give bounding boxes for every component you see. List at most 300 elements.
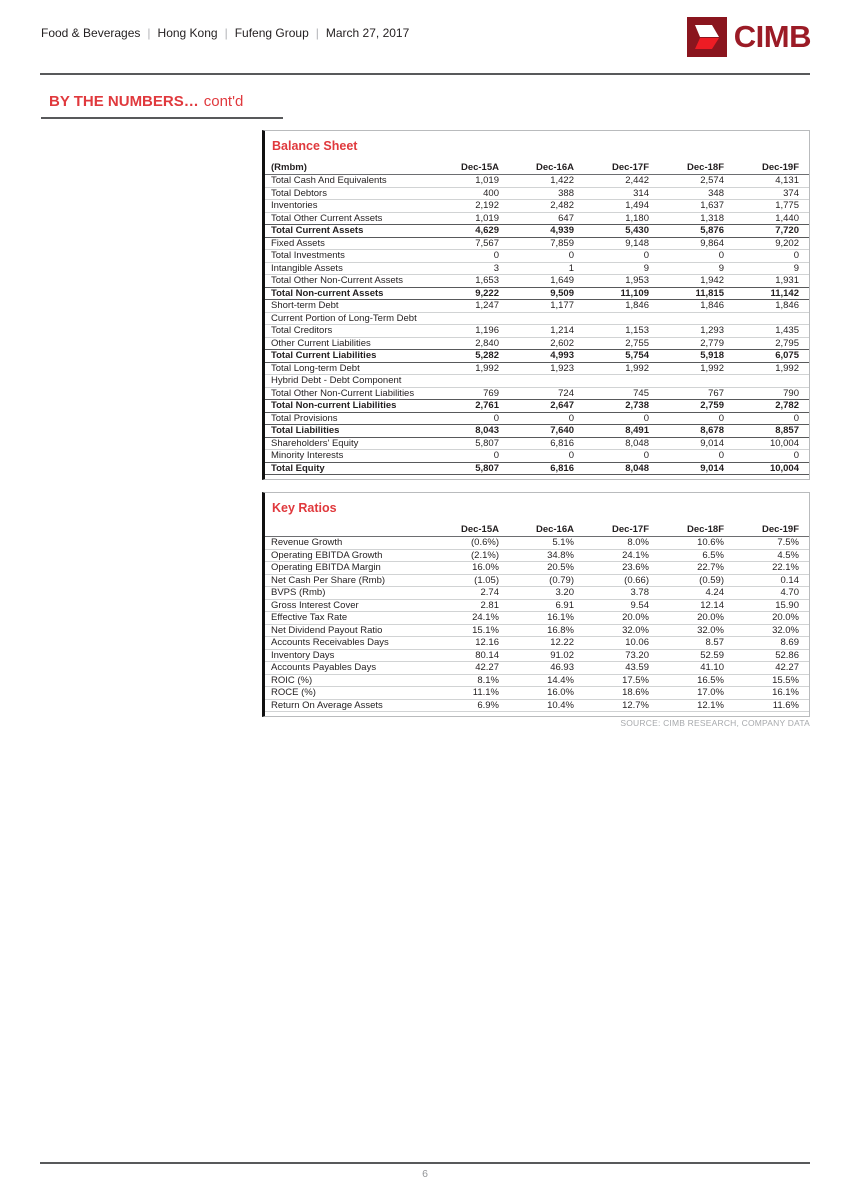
column-header: Dec-19F — [734, 161, 809, 175]
section-title-main: BY THE NUMBERS… — [49, 93, 199, 110]
cell-value: (1.05) — [434, 575, 509, 588]
cell-value: 0 — [734, 250, 809, 263]
cell-value: 16.1% — [509, 612, 584, 625]
table-row — [265, 188, 809, 201]
table-row — [265, 662, 809, 675]
cell-value: 0 — [659, 250, 734, 263]
unit-label: (Rmbm) — [265, 161, 434, 175]
cell-value: 2,574 — [659, 175, 734, 188]
cell-value: (0.6%) — [434, 537, 509, 550]
table-row — [265, 338, 809, 351]
cell-value: (0.66) — [584, 575, 659, 588]
cell-value: 6,075 — [734, 350, 809, 363]
breadcrumb-item-region: Hong Kong — [157, 26, 218, 40]
cell-value: 24.1% — [584, 550, 659, 563]
table-row — [265, 363, 809, 376]
cell-value: 2,647 — [509, 400, 584, 413]
cell-value: 2,755 — [584, 338, 659, 351]
row-label: Revenue Growth — [265, 537, 434, 550]
table-row — [265, 675, 809, 688]
cell-value: 12.22 — [509, 637, 584, 650]
row-label: Total Investments — [265, 250, 434, 263]
cell-value: 0 — [434, 250, 509, 263]
balance_sheet-grid — [265, 161, 809, 475]
cell-value: 1,942 — [659, 275, 734, 288]
breadcrumb — [41, 26, 409, 40]
column-header: Dec-16A — [509, 161, 584, 175]
row-label: Total Cash And Equivalents — [265, 175, 434, 188]
row-label: Fixed Assets — [265, 238, 434, 251]
row-label: Total Non-current Assets — [265, 288, 434, 301]
cell-value: 16.5% — [659, 675, 734, 688]
cell-value — [734, 313, 809, 326]
cell-value: 8.0% — [584, 537, 659, 550]
cell-value: 16.8% — [509, 625, 584, 638]
table-row — [265, 650, 809, 663]
table-row — [265, 463, 809, 476]
cell-value: 10.06 — [584, 637, 659, 650]
cell-value: 11,815 — [659, 288, 734, 301]
row-label: Net Dividend Payout Ratio — [265, 625, 434, 638]
cell-value: 8.1% — [434, 675, 509, 688]
cell-value: 400 — [434, 188, 509, 201]
unit-label — [265, 523, 434, 537]
cell-value: 8,048 — [584, 438, 659, 451]
cell-value: 0 — [509, 450, 584, 463]
row-label: Total Long-term Debt — [265, 363, 434, 376]
cimb-logo-text: CIMB — [733, 19, 811, 54]
row-label: Shareholders' Equity — [265, 438, 434, 451]
cell-value: 1,177 — [509, 300, 584, 313]
row-label: ROCE (%) — [265, 687, 434, 700]
cell-value: 1,846 — [734, 300, 809, 313]
row-label: Accounts Receivables Days — [265, 637, 434, 650]
balance-sheet-title: Balance Sheet — [272, 139, 358, 153]
cell-value: 32.0% — [659, 625, 734, 638]
cell-value: 32.0% — [734, 625, 809, 638]
cell-value: 1,440 — [734, 213, 809, 226]
footer-divider — [40, 1162, 810, 1164]
cell-value: 12.16 — [434, 637, 509, 650]
cell-value: 4.70 — [734, 587, 809, 600]
breadcrumb-item-date: March 27, 2017 — [325, 26, 410, 40]
table-row — [265, 313, 809, 326]
cell-value: 724 — [509, 388, 584, 401]
cell-value: 10.6% — [659, 537, 734, 550]
row-label: Short-term Debt — [265, 300, 434, 313]
table-row — [265, 450, 809, 463]
source-note: SOURCE: CIMB RESEARCH, COMPANY DATA — [620, 718, 810, 728]
cell-value: 2,782 — [734, 400, 809, 413]
cell-value: 10,004 — [734, 438, 809, 451]
cell-value: 1,153 — [584, 325, 659, 338]
breadcrumb-separator: | — [224, 26, 228, 40]
table-row — [265, 388, 809, 401]
table-row — [265, 413, 809, 426]
table-row — [265, 275, 809, 288]
table-row — [265, 175, 809, 188]
cell-value: 12.1% — [659, 700, 734, 713]
cell-value: 73.20 — [584, 650, 659, 663]
cell-value: 5.1% — [509, 537, 584, 550]
cell-value: 41.10 — [659, 662, 734, 675]
table-row — [265, 263, 809, 276]
cell-value: 8.69 — [734, 637, 809, 650]
cell-value — [659, 313, 734, 326]
cell-value: 6.5% — [659, 550, 734, 563]
cell-value: 12.14 — [659, 600, 734, 613]
table-row — [265, 350, 809, 363]
cell-value: 4.5% — [734, 550, 809, 563]
table-row — [265, 637, 809, 650]
cell-value: 8,043 — [434, 425, 509, 438]
cell-value: 20.5% — [509, 562, 584, 575]
cell-value: 11,142 — [734, 288, 809, 301]
section-title-suffix: cont'd — [203, 93, 244, 110]
cell-value: 91.02 — [509, 650, 584, 663]
table-row — [265, 425, 809, 438]
key-ratios-title: Key Ratios — [272, 501, 337, 515]
row-label: Total Equity — [265, 463, 434, 476]
row-label: Total Creditors — [265, 325, 434, 338]
cell-value: 12.7% — [584, 700, 659, 713]
column-header: Dec-16A — [509, 523, 584, 537]
cell-value: 8,678 — [659, 425, 734, 438]
cell-value: 0 — [659, 413, 734, 426]
cell-value: 7,720 — [734, 225, 809, 238]
cell-value: 647 — [509, 213, 584, 226]
breadcrumb-separator: | — [315, 26, 319, 40]
cimb-logo — [687, 17, 811, 57]
cell-value: 2,602 — [509, 338, 584, 351]
cell-value: 24.1% — [434, 612, 509, 625]
cell-value: 7,859 — [509, 238, 584, 251]
cell-value — [434, 313, 509, 326]
cell-value: 80.14 — [434, 650, 509, 663]
column-header: Dec-17F — [584, 523, 659, 537]
page-number: 6 — [422, 1168, 428, 1180]
row-label: Return On Average Assets — [265, 700, 434, 713]
cell-value: 9 — [734, 263, 809, 276]
cell-value: 0 — [734, 413, 809, 426]
cell-value: 348 — [659, 188, 734, 201]
cell-value: 0 — [584, 450, 659, 463]
cell-value: 4,131 — [734, 175, 809, 188]
cell-value: 2,779 — [659, 338, 734, 351]
header-divider — [40, 73, 810, 75]
cell-value — [659, 375, 734, 388]
cell-value: 3.78 — [584, 587, 659, 600]
row-label: Total Non-current Liabilities — [265, 400, 434, 413]
cell-value: 2,482 — [509, 200, 584, 213]
row-label: Intangible Assets — [265, 263, 434, 276]
cell-value: 1,775 — [734, 200, 809, 213]
cell-value: 1,494 — [584, 200, 659, 213]
cell-value: 2,795 — [734, 338, 809, 351]
cell-value: 2.81 — [434, 600, 509, 613]
cell-value: 5,918 — [659, 350, 734, 363]
cell-value: 3 — [434, 263, 509, 276]
cell-value: 22.1% — [734, 562, 809, 575]
cell-value: 1,992 — [584, 363, 659, 376]
cell-value: 769 — [434, 388, 509, 401]
cell-value: 4.24 — [659, 587, 734, 600]
cell-value: 17.5% — [584, 675, 659, 688]
cell-value: 4,939 — [509, 225, 584, 238]
table-row — [265, 375, 809, 388]
cell-value: 1,992 — [734, 363, 809, 376]
cell-value: 314 — [584, 188, 659, 201]
cell-value: 46.93 — [509, 662, 584, 675]
table-row — [265, 250, 809, 263]
row-label: Total Current Liabilities — [265, 350, 434, 363]
cell-value: 374 — [734, 188, 809, 201]
cell-value: 9 — [584, 263, 659, 276]
table-row — [265, 687, 809, 700]
cell-value: 9,864 — [659, 238, 734, 251]
cell-value: 1,992 — [434, 363, 509, 376]
cell-value: 4,993 — [509, 350, 584, 363]
table-row — [265, 700, 809, 713]
cell-value: 1,923 — [509, 363, 584, 376]
cell-value: 0 — [434, 450, 509, 463]
cell-value: 1,931 — [734, 275, 809, 288]
table-row — [265, 612, 809, 625]
cell-value: 745 — [584, 388, 659, 401]
cell-value: 8,491 — [584, 425, 659, 438]
cell-value — [509, 375, 584, 388]
row-label: Minority Interests — [265, 450, 434, 463]
cell-value: 52.59 — [659, 650, 734, 663]
row-label: Total Other Current Assets — [265, 213, 434, 226]
row-label: Total Provisions — [265, 413, 434, 426]
cell-value: 790 — [734, 388, 809, 401]
column-header: Dec-18F — [659, 161, 734, 175]
table-row — [265, 325, 809, 338]
cell-value: 9,222 — [434, 288, 509, 301]
cell-value: 32.0% — [584, 625, 659, 638]
column-header: Dec-17F — [584, 161, 659, 175]
cell-value: 6,816 — [509, 438, 584, 451]
cell-value — [734, 375, 809, 388]
column-header: Dec-18F — [659, 523, 734, 537]
cell-value: 20.0% — [659, 612, 734, 625]
cell-value: 5,807 — [434, 438, 509, 451]
cell-value: 15.90 — [734, 600, 809, 613]
cell-value: 5,807 — [434, 463, 509, 476]
cell-value: 1,180 — [584, 213, 659, 226]
cimb-logo-icon — [687, 17, 727, 57]
cell-value — [584, 375, 659, 388]
cell-value: 2,761 — [434, 400, 509, 413]
cell-value: 9,148 — [584, 238, 659, 251]
header-row — [265, 523, 809, 537]
cell-value: 0 — [509, 413, 584, 426]
cell-value: 6,816 — [509, 463, 584, 476]
cell-value: 0 — [509, 250, 584, 263]
cell-value: 1,019 — [434, 213, 509, 226]
cell-value: 9,202 — [734, 238, 809, 251]
cell-value: 1 — [509, 263, 584, 276]
cell-value: 2,442 — [584, 175, 659, 188]
row-label: Net Cash Per Share (Rmb) — [265, 575, 434, 588]
table-row — [265, 537, 809, 550]
cell-value: 7.5% — [734, 537, 809, 550]
cell-value: 1,846 — [584, 300, 659, 313]
cell-value: 6.91 — [509, 600, 584, 613]
cell-value: 11.1% — [434, 687, 509, 700]
cell-value: 0 — [584, 413, 659, 426]
table-row — [265, 238, 809, 251]
cell-value: 1,214 — [509, 325, 584, 338]
cell-value: 2.74 — [434, 587, 509, 600]
cell-value: 5,876 — [659, 225, 734, 238]
cell-value — [584, 313, 659, 326]
header-row — [265, 161, 809, 175]
cell-value: 1,653 — [434, 275, 509, 288]
cell-value: 16.0% — [509, 687, 584, 700]
cell-value: 1,422 — [509, 175, 584, 188]
cell-value: 0 — [734, 450, 809, 463]
table-row — [265, 600, 809, 613]
table-row — [265, 213, 809, 226]
cell-value: 52.86 — [734, 650, 809, 663]
row-label: Total Debtors — [265, 188, 434, 201]
table-row — [265, 200, 809, 213]
row-label: Total Other Non-Current Liabilities — [265, 388, 434, 401]
cell-value: 388 — [509, 188, 584, 201]
row-label: Other Current Liabilities — [265, 338, 434, 351]
cell-value: 5,282 — [434, 350, 509, 363]
cell-value: 7,567 — [434, 238, 509, 251]
row-label: Current Portion of Long-Term Debt — [265, 313, 434, 326]
cell-value: 8.57 — [659, 637, 734, 650]
cell-value: 20.0% — [734, 612, 809, 625]
cell-value: 7,640 — [509, 425, 584, 438]
cell-value: 2,759 — [659, 400, 734, 413]
cell-value: (2.1%) — [434, 550, 509, 563]
cell-value: 1,649 — [509, 275, 584, 288]
cell-value: 0.14 — [734, 575, 809, 588]
row-label: ROIC (%) — [265, 675, 434, 688]
row-label: Gross Interest Cover — [265, 600, 434, 613]
cell-value: 34.8% — [509, 550, 584, 563]
row-label: Inventory Days — [265, 650, 434, 663]
cell-value: 0 — [659, 450, 734, 463]
cell-value: 1,019 — [434, 175, 509, 188]
balance-sheet-table — [262, 130, 810, 480]
cell-value: 5,754 — [584, 350, 659, 363]
breadcrumb-separator: | — [147, 26, 151, 40]
cell-value: 3.20 — [509, 587, 584, 600]
breadcrumb-item-company: Fufeng Group — [234, 26, 309, 40]
cell-value: 1,953 — [584, 275, 659, 288]
cell-value: 15.5% — [734, 675, 809, 688]
cell-value: 14.4% — [509, 675, 584, 688]
breadcrumb-item-sector: Food & Beverages — [41, 26, 141, 40]
cell-value: 9 — [659, 263, 734, 276]
cell-value: 767 — [659, 388, 734, 401]
cell-value: 1,846 — [659, 300, 734, 313]
key-ratios-table — [262, 492, 810, 717]
cell-value: 4,629 — [434, 225, 509, 238]
cell-value: 10,004 — [734, 463, 809, 476]
cell-value: 9.54 — [584, 600, 659, 613]
cell-value: (0.79) — [509, 575, 584, 588]
row-label: Operating EBITDA Growth — [265, 550, 434, 563]
cell-value: 17.0% — [659, 687, 734, 700]
table-row — [265, 300, 809, 313]
cell-value: (0.59) — [659, 575, 734, 588]
cell-value: 43.59 — [584, 662, 659, 675]
table-row — [265, 225, 809, 238]
row-label: Hybrid Debt - Debt Component — [265, 375, 434, 388]
row-label: Total Liabilities — [265, 425, 434, 438]
cell-value: 1,318 — [659, 213, 734, 226]
cell-value: 8,857 — [734, 425, 809, 438]
row-label: Total Other Non-Current Assets — [265, 275, 434, 288]
row-label: Accounts Payables Days — [265, 662, 434, 675]
cell-value: 1,992 — [659, 363, 734, 376]
column-header: Dec-19F — [734, 523, 809, 537]
cell-value: 18.6% — [584, 687, 659, 700]
table-row — [265, 438, 809, 451]
cell-value: 9,509 — [509, 288, 584, 301]
cell-value: 11,109 — [584, 288, 659, 301]
key_ratios-grid — [265, 523, 809, 712]
cell-value: 0 — [434, 413, 509, 426]
cell-value: 6.9% — [434, 700, 509, 713]
cell-value — [509, 313, 584, 326]
cell-value: 1,435 — [734, 325, 809, 338]
cell-value: 1,196 — [434, 325, 509, 338]
cell-value: 16.0% — [434, 562, 509, 575]
cell-value: 22.7% — [659, 562, 734, 575]
cell-value: 42.27 — [734, 662, 809, 675]
cell-value: 2,840 — [434, 338, 509, 351]
cell-value: 1,637 — [659, 200, 734, 213]
cell-value: 23.6% — [584, 562, 659, 575]
cell-value: 5,430 — [584, 225, 659, 238]
row-label: Operating EBITDA Margin — [265, 562, 434, 575]
table-row — [265, 575, 809, 588]
table-row — [265, 288, 809, 301]
cell-value — [434, 375, 509, 388]
table-row — [265, 400, 809, 413]
row-label: Effective Tax Rate — [265, 612, 434, 625]
cell-value: 16.1% — [734, 687, 809, 700]
cell-value: 42.27 — [434, 662, 509, 675]
section-title — [41, 91, 283, 119]
cell-value: 0 — [584, 250, 659, 263]
table-row — [265, 625, 809, 638]
table-row — [265, 562, 809, 575]
row-label: BVPS (Rmb) — [265, 587, 434, 600]
cell-value: 9,014 — [659, 438, 734, 451]
cell-value: 9,014 — [659, 463, 734, 476]
row-label: Inventories — [265, 200, 434, 213]
row-label: Total Current Assets — [265, 225, 434, 238]
column-header: Dec-15A — [434, 161, 509, 175]
cell-value: 10.4% — [509, 700, 584, 713]
cell-value: 8,048 — [584, 463, 659, 476]
cell-value: 1,293 — [659, 325, 734, 338]
cell-value: 11.6% — [734, 700, 809, 713]
table-row — [265, 550, 809, 563]
table-row — [265, 587, 809, 600]
cell-value: 2,192 — [434, 200, 509, 213]
cell-value: 20.0% — [584, 612, 659, 625]
